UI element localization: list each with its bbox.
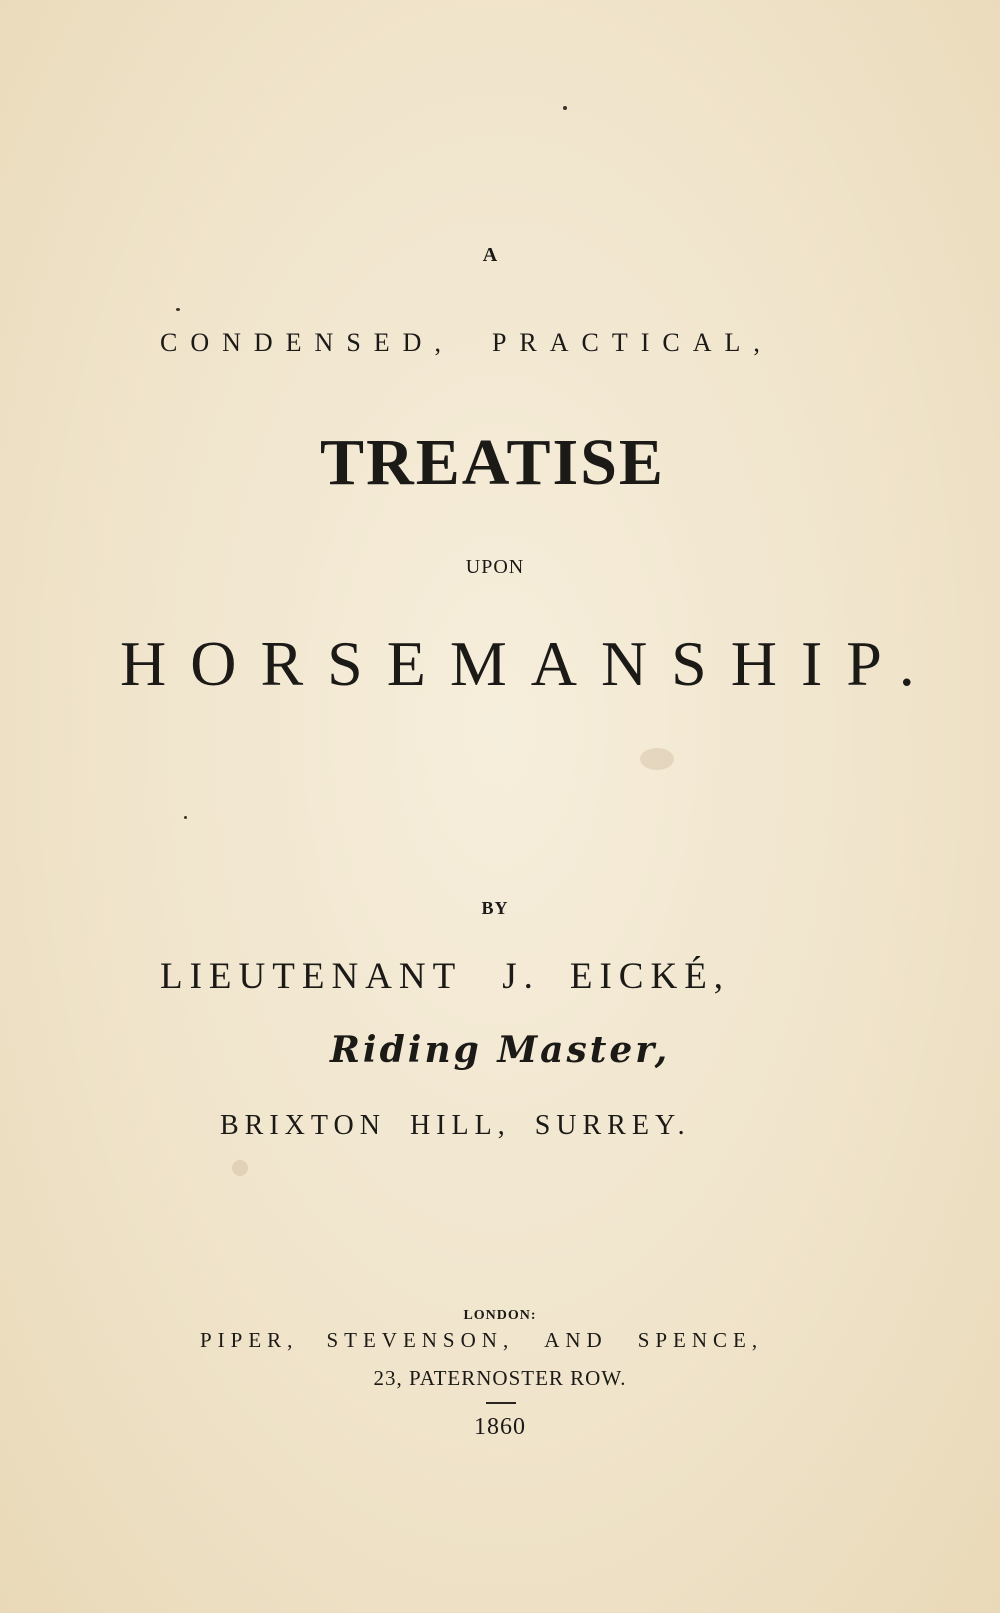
publisher-spence: SPENCE, <box>637 1328 764 1352</box>
imprint-divider <box>486 1402 516 1404</box>
publisher-piper: PIPER, <box>200 1328 299 1352</box>
main-title: TREATISE <box>320 426 665 499</box>
subtitle-line <box>160 328 820 358</box>
ink-speck <box>176 308 180 311</box>
author-surname: EICKÉ, <box>569 956 731 997</box>
author-occupation: Riding Master, <box>330 1029 671 1071</box>
subject-title: HORSEMANSHIP. <box>120 628 939 699</box>
location-word-surrey: SURREY. <box>534 1110 691 1141</box>
ink-speck <box>184 816 187 819</box>
subtitle-word-practical: PRACTICAL, <box>491 328 773 357</box>
byline-label: BY <box>481 898 509 918</box>
imprint-year: 1860 <box>474 1414 526 1440</box>
author-location <box>220 1110 780 1142</box>
author-name <box>160 958 860 995</box>
location-word-hill: HILL, <box>409 1110 511 1141</box>
author-rank: LIEUTENANT <box>160 956 463 997</box>
title-article: A <box>482 244 498 266</box>
ink-speck <box>563 106 567 110</box>
publisher-stevenson: STEVENSON, <box>326 1328 515 1352</box>
foxing-spot <box>232 1160 248 1176</box>
imprint-city: LONDON: <box>463 1308 537 1323</box>
imprint-publishers <box>200 1328 820 1353</box>
publisher-and: AND <box>544 1328 608 1352</box>
imprint-address: 23, PATERNOSTER ROW. <box>373 1366 627 1390</box>
location-word-brixton: BRIXTON <box>220 1110 386 1141</box>
foxing-spot <box>640 748 674 770</box>
subtitle-word-condensed: CONDENSED, <box>160 328 454 357</box>
title-preposition: UPON <box>465 556 525 578</box>
author-initial: J. <box>502 956 540 997</box>
